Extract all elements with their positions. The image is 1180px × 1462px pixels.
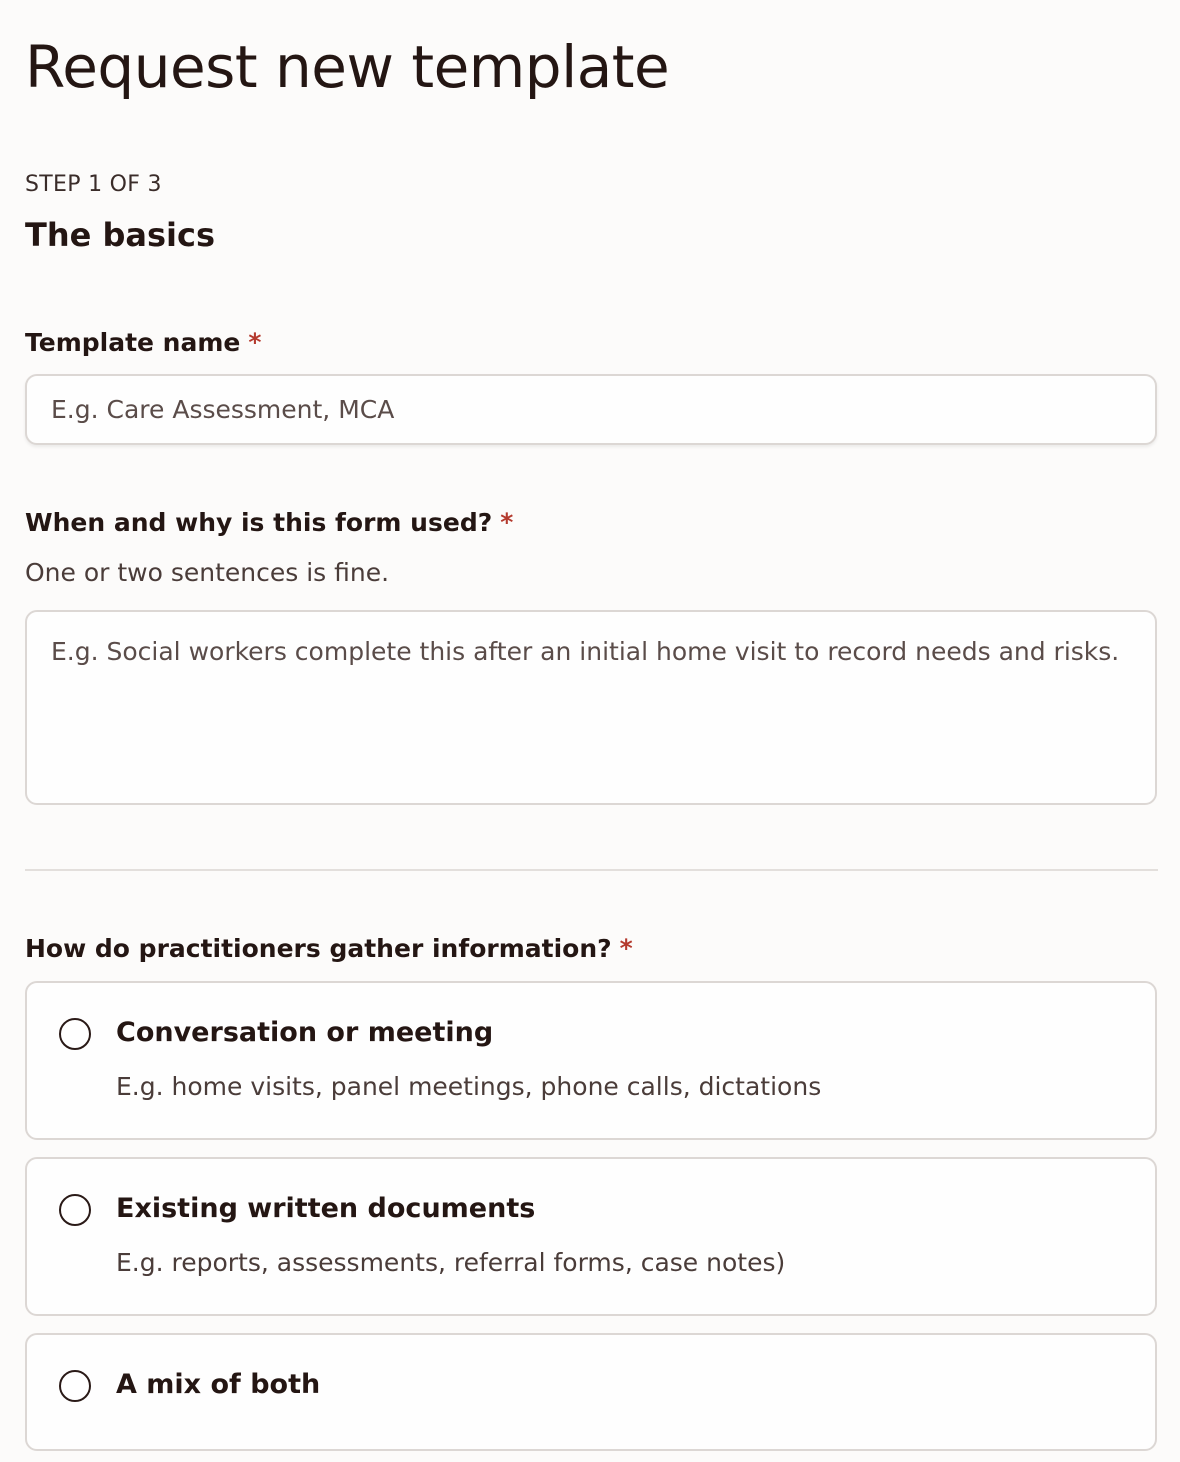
usage-textarea[interactable] (25, 610, 1157, 805)
option-title: Existing written documents (116, 1193, 536, 1224)
radio-button[interactable] (59, 1194, 91, 1226)
template-name-label-text: Template name (25, 328, 241, 357)
template-name-input[interactable] (25, 374, 1157, 445)
option-description: E.g. home visits, panel meetings, phone calls, dictations (116, 1072, 822, 1101)
required-asterisk: * (619, 934, 633, 963)
usage-label-text: When and why is this form used? (25, 508, 493, 537)
radio-button[interactable] (59, 1018, 91, 1050)
gather-question-label (25, 934, 633, 963)
page-title: Request new template (25, 33, 670, 101)
option-description: E.g. reports, assessments, referral forms, case notes) (116, 1248, 786, 1277)
required-asterisk: * (248, 328, 262, 357)
option-conversation-card[interactable] (25, 981, 1157, 1140)
radio-button[interactable] (59, 1370, 91, 1402)
usage-label (25, 508, 513, 537)
template-name-label (25, 328, 261, 357)
step-indicator: STEP 1 OF 3 (25, 172, 162, 197)
section-divider (25, 869, 1158, 871)
option-documents-card[interactable] (25, 1157, 1157, 1316)
option-mix-card[interactable] (25, 1333, 1157, 1451)
option-title: Conversation or meeting (116, 1017, 494, 1048)
required-asterisk: * (500, 508, 514, 537)
gather-question-text: How do practitioners gather information? (25, 934, 612, 963)
usage-helper-text: One or two sentences is fine. (25, 558, 390, 587)
section-title: The basics (25, 216, 215, 254)
option-title: A mix of both (116, 1369, 321, 1400)
